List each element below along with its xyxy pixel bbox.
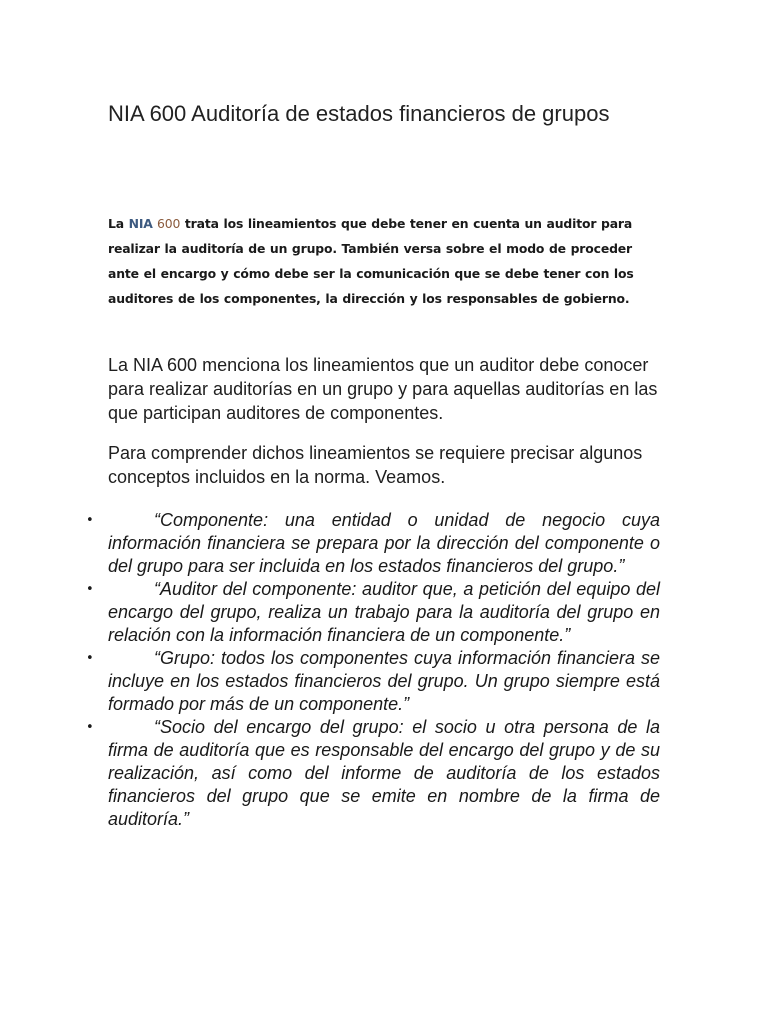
body-paragraph: Para comprender dichos lineamientos se requiere precisar algunos conceptos incluidos en la norma. Veamos. <box>108 443 643 487</box>
definition-item <box>0 647 660 716</box>
bullet-icon: • <box>86 651 94 666</box>
nia-number: 600 <box>152 216 181 231</box>
page-title: NIA 600 Auditoría de estados financieros de grupos <box>108 101 610 126</box>
bullet-icon: • <box>86 513 94 528</box>
definitions-list <box>0 509 768 831</box>
bullet-icon: • <box>86 720 94 735</box>
definition-text: “Componente: una entidad o unidad de negocio cuya información financiera se prepara por la dirección del componente o del grupo para ser incluida en los estados financieros del grupo.” <box>108 510 660 576</box>
definition-item <box>0 509 660 578</box>
intro-paragraph <box>108 211 660 311</box>
definition-text: “Auditor del componente: auditor que, a petición del equipo del encargo del grupo, realiza un trabajo para la auditoría del grupo en relación con la información financiera de un componente.” <box>108 579 660 645</box>
intro-lead: La <box>108 216 129 231</box>
intro-rest: trata los lineamientos que debe tener en cuenta un auditor para realizar la auditoría de un grupo. También versa sobre el modo de proceder ante el encargo y cómo debe ser la comunicación que se debe tener con los auditores de los componentes, la dirección y los responsables de gobierno. <box>108 216 634 306</box>
definition-text: “Grupo: todos los componentes cuya información financiera se incluye en los estados financieros del grupo. Un grupo siempre está formado por más de un componente.” <box>108 648 660 714</box>
definition-item <box>0 578 660 647</box>
definition-item <box>0 716 660 831</box>
body-paragraph: La NIA 600 menciona los lineamientos que un auditor debe conocer para realizar auditorías en un grupo y para aquellas auditorías en las que participan auditores de componentes. <box>108 355 658 423</box>
bullet-icon: • <box>86 582 94 597</box>
nia-label: NIA <box>128 216 153 231</box>
definition-text: “Socio del encargo del grupo: el socio u otra persona de la firma de auditoría que es responsable del encargo del grupo y de su realización, así como del informe de auditoría de los estados financieros del grupo que se emite en nombre de la firma de auditoría.” <box>108 717 660 829</box>
